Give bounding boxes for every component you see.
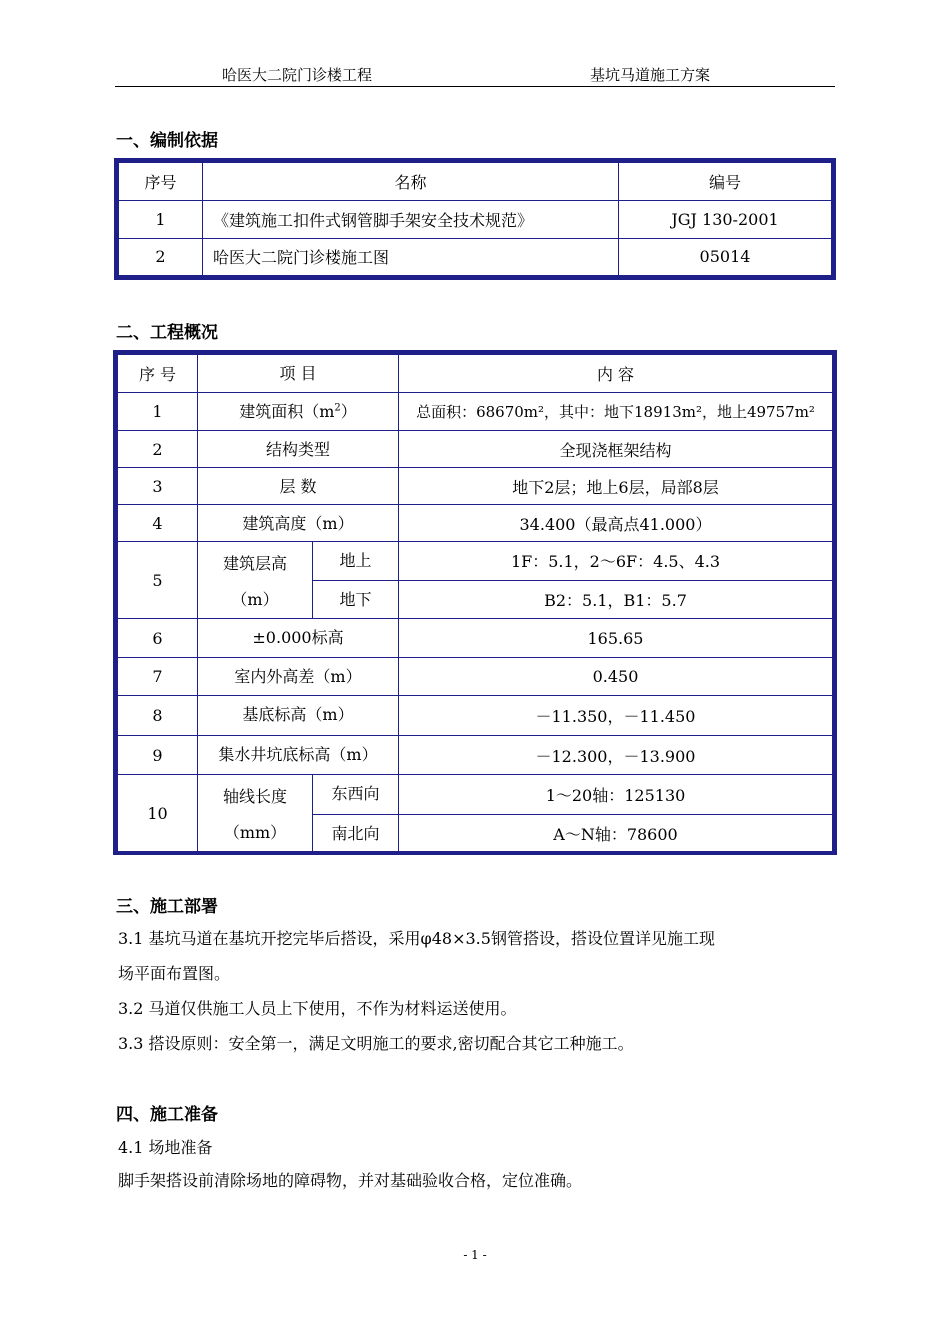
header-cell: 序 号 bbox=[118, 355, 198, 393]
item-unit: （mm） bbox=[223, 823, 287, 842]
paragraph: 脚手架搭设前清除场地的障碍物，并对基础验收合格，定位准确。 bbox=[118, 1171, 583, 1190]
item-text-end: ） bbox=[340, 402, 357, 421]
header-cell: 序号 bbox=[119, 163, 203, 201]
row-number: 8 bbox=[118, 696, 198, 736]
item-text: 建筑面积（m bbox=[239, 402, 335, 421]
row-number: 7 bbox=[118, 658, 198, 696]
row-number: 4 bbox=[118, 505, 198, 542]
row-number: 6 bbox=[118, 619, 198, 658]
item-cell: 建筑高度（m） bbox=[198, 505, 399, 542]
paragraph: 3.2 马道仅供施工人员上下使用，不作为材料运送使用。 bbox=[118, 999, 517, 1018]
content-cell: A～N轴：78600 bbox=[399, 815, 833, 853]
document-name: 哈医大二院门诊楼施工图 bbox=[203, 238, 619, 275]
header-cell: 编号 bbox=[619, 163, 832, 201]
paragraph: 4.1 场地准备 bbox=[118, 1138, 213, 1157]
overview-table bbox=[113, 350, 837, 855]
item-text: 建筑层高 bbox=[222, 554, 287, 573]
paragraph: 场平面布置图。 bbox=[118, 964, 231, 983]
row-number: 5 bbox=[118, 542, 198, 619]
table-row bbox=[119, 201, 832, 238]
section1-title: 一、编制依据 bbox=[116, 131, 218, 151]
header-cell: 项 目 bbox=[198, 355, 399, 393]
content-cell: 地下2层；地上6层，局部8层 bbox=[399, 468, 833, 505]
header-project-name: 哈医大二院门诊楼工程 bbox=[222, 66, 373, 84]
paragraph: 3.1 基坑马道在基坑开挖完毕后搭设，采用φ48×3.5钢管搭设，搭设位置详见施工现 bbox=[118, 929, 715, 948]
row-number: 3 bbox=[118, 468, 198, 505]
table-row bbox=[118, 619, 833, 658]
item-cell bbox=[198, 542, 313, 619]
document-name: 《建筑施工扣件式钢管脚手架安全技术规范》 bbox=[203, 201, 619, 238]
table-row bbox=[118, 393, 833, 431]
item-cell bbox=[198, 775, 313, 853]
table-row bbox=[119, 238, 832, 275]
content-cell: 1F：5.1，2～6F：4.5、4.3 bbox=[399, 542, 833, 581]
table-row bbox=[118, 736, 833, 775]
item-text: 轴线长度 bbox=[222, 787, 287, 806]
item-cell: ±0.000标高 bbox=[198, 619, 399, 658]
item-cell: 结构类型 bbox=[198, 431, 399, 468]
row-number: 1 bbox=[119, 201, 203, 238]
header-rule bbox=[115, 86, 835, 87]
document-code: 05014 bbox=[619, 238, 832, 275]
content-cell: 34.400（最高点41.000） bbox=[399, 505, 833, 542]
page-number: - 1 - bbox=[463, 1248, 487, 1262]
row-number: 2 bbox=[119, 238, 203, 275]
row-number: 1 bbox=[118, 393, 198, 431]
row-number: 10 bbox=[118, 775, 198, 853]
item-cell: 基底标高（m） bbox=[198, 696, 399, 736]
table-row bbox=[118, 542, 833, 581]
row-number: 2 bbox=[118, 431, 198, 468]
content-cell: 0.450 bbox=[399, 658, 833, 696]
item-cell bbox=[198, 393, 399, 431]
sub-item-cell: 南北向 bbox=[313, 815, 399, 853]
content-cell: 全现浇框架结构 bbox=[399, 431, 833, 468]
content-cell: 165.65 bbox=[399, 619, 833, 658]
item-cell: 集水井坑底标高（m） bbox=[198, 736, 399, 775]
content-cell: B2：5.1，B1：5.7 bbox=[399, 580, 833, 619]
table-row bbox=[118, 696, 833, 736]
section2-title: 二、工程概况 bbox=[116, 323, 218, 343]
content-cell: 总面积：68670m²，其中：地下18913m²，地上49757m² bbox=[399, 393, 833, 431]
item-cell: 室内外高差（m） bbox=[198, 658, 399, 696]
table-header-row bbox=[119, 163, 832, 201]
header-cell: 内 容 bbox=[399, 355, 833, 393]
paragraph: 3.3 搭设原则：安全第一，满足文明施工的要求,密切配合其它工种施工。 bbox=[118, 1034, 634, 1053]
section4-title: 四、施工准备 bbox=[116, 1105, 218, 1125]
item-superscript: 2 bbox=[334, 402, 341, 414]
header-document-title: 基坑马道施工方案 bbox=[590, 66, 711, 84]
table-row bbox=[118, 658, 833, 696]
sub-item-cell: 东西向 bbox=[313, 775, 399, 815]
table-row bbox=[118, 505, 833, 542]
table-row bbox=[118, 431, 833, 468]
table-row bbox=[118, 468, 833, 505]
document-code: JGJ 130-2001 bbox=[619, 201, 832, 238]
content-cell: －12.300，－13.900 bbox=[399, 736, 833, 775]
section3-title: 三、施工部署 bbox=[116, 897, 218, 917]
row-number: 9 bbox=[118, 736, 198, 775]
item-unit: （m） bbox=[231, 590, 279, 609]
table-row bbox=[118, 775, 833, 815]
header-cell: 名称 bbox=[203, 163, 619, 201]
basis-table bbox=[114, 158, 836, 280]
sub-item-cell: 地上 bbox=[313, 542, 399, 581]
sub-item-cell: 地下 bbox=[313, 580, 399, 619]
content-cell: －11.350，－11.450 bbox=[399, 696, 833, 736]
item-cell: 层 数 bbox=[198, 468, 399, 505]
table-header-row bbox=[118, 355, 833, 393]
content-cell: 1～20轴：125130 bbox=[399, 775, 833, 815]
